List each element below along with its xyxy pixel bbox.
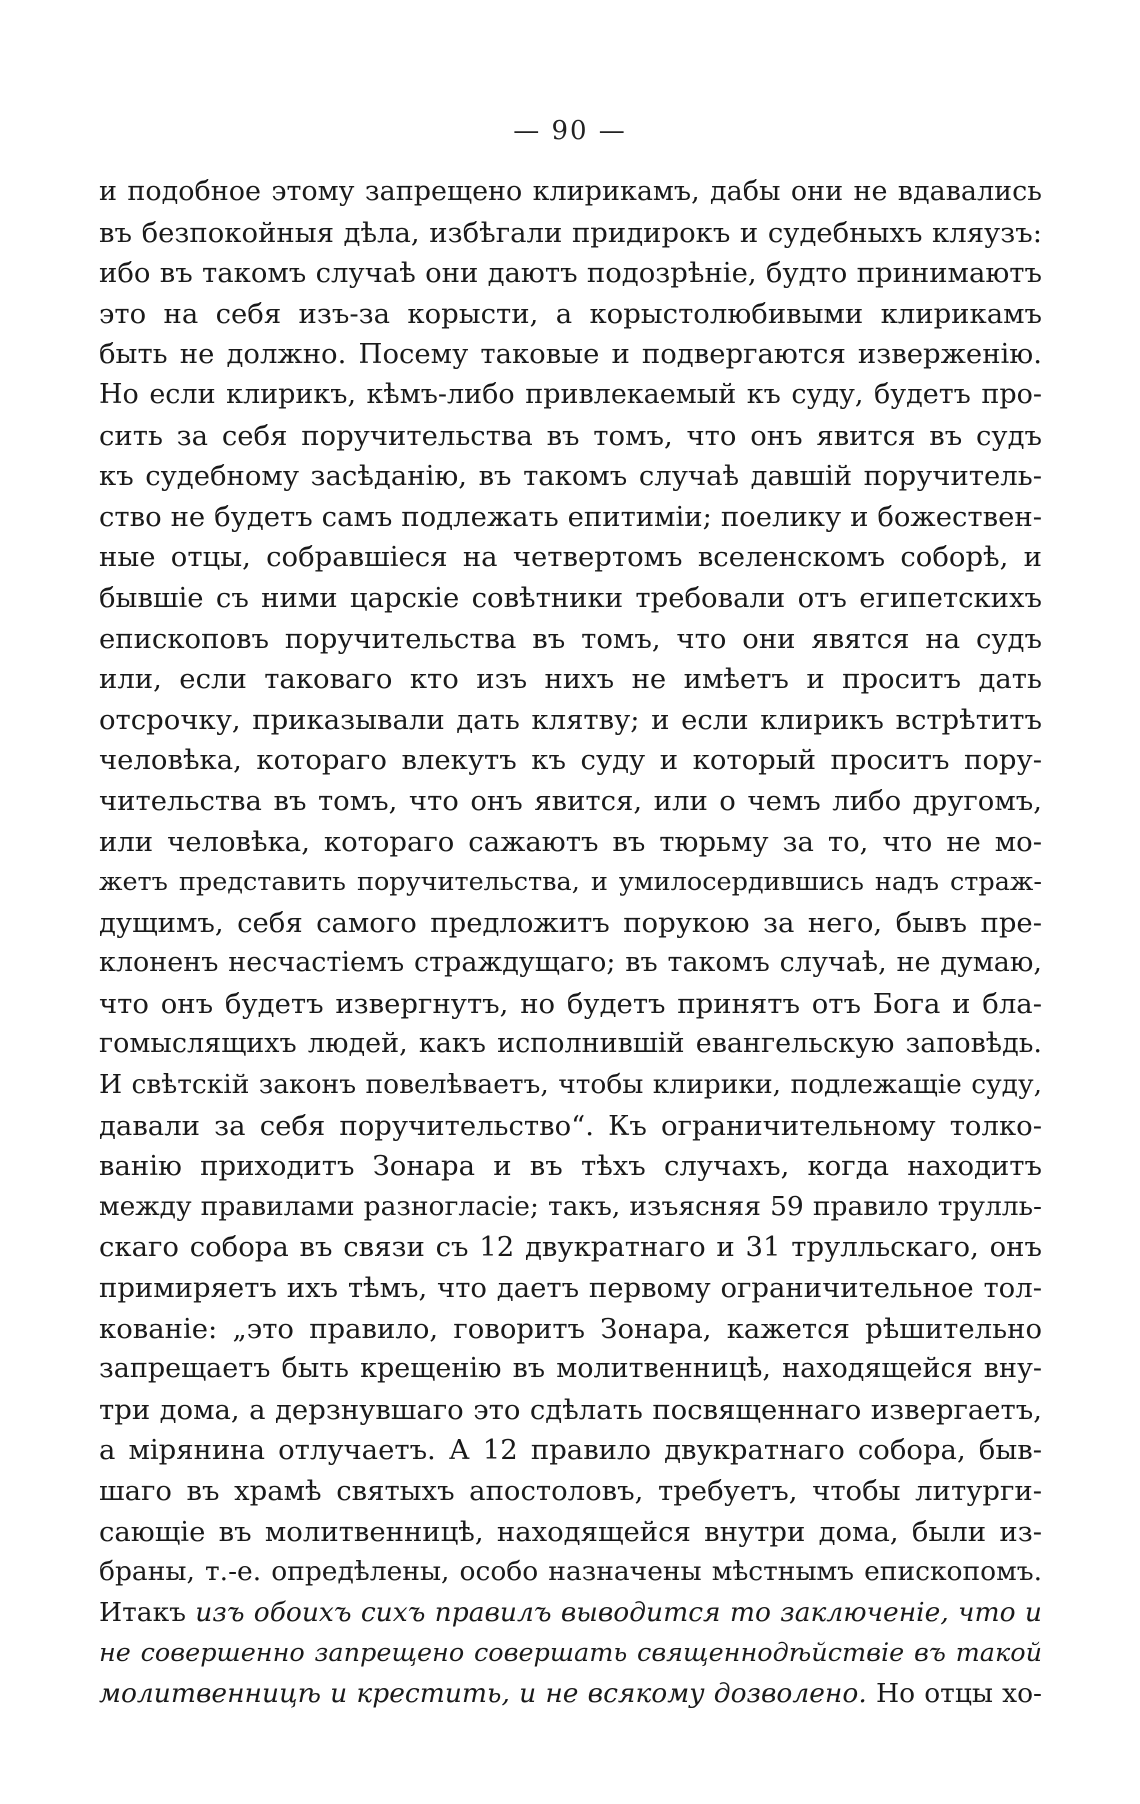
text-segment: и подобное этому запрещено клирикамъ, дабы они не вдавались xyxy=(99,176,1042,207)
text-line xyxy=(99,1024,1042,1065)
text-segment: И свѣтскій законъ повелѣваетъ, чтобы клирики, подлежащіе суду, xyxy=(99,1069,1042,1101)
text-segment: Итакъ xyxy=(99,1596,196,1628)
italic-text-segment: молитвенницѣ и крестить, и не всякому дозволено. xyxy=(99,1677,867,1709)
text-line xyxy=(99,294,1042,335)
text-segment: или, если таковаго кто изъ нихъ не имѣетъ и проситъ дать xyxy=(99,663,1042,696)
text-segment: а мірянина отлучаетъ. А 12 правило двукратнаго собора, быв- xyxy=(99,1434,1042,1467)
text-line xyxy=(99,1065,1042,1106)
text-line xyxy=(99,1430,1042,1471)
text-line xyxy=(99,1471,1042,1512)
text-segment: въ безпокойныя дѣла, избѣгали придирокъ и судебныхъ кляузъ: xyxy=(99,216,1042,249)
text-segment: или человѣка, котораго сажаютъ въ тюрьму за то, что не мо- xyxy=(99,825,1042,858)
text-line xyxy=(99,740,1042,781)
text-segment: давали за себя поручительство“. Къ ограничительному толко- xyxy=(99,1109,1042,1142)
text-segment: между правилами разногласіе; такъ, изъясняя 59 правило трулль- xyxy=(99,1190,1042,1222)
text-segment: Но отцы хо- xyxy=(866,1677,1042,1709)
text-line xyxy=(99,943,1042,984)
text-segment: сающіе въ молитвенницѣ, находящейся внутри дома, были из- xyxy=(99,1515,1042,1548)
page-number: — 90 — xyxy=(513,116,627,146)
text-line xyxy=(99,1146,1042,1187)
text-segment: это на себя изъ-за корысти, а корыстолюбивыми клирикамъ xyxy=(99,297,1042,330)
text-line xyxy=(99,537,1042,578)
text-segment: сить за себя поручительства въ томъ, что онъ явится въ судъ xyxy=(99,419,1042,452)
text-segment: дущимъ, себя самого предложитъ порукою за него, бывъ пре- xyxy=(99,906,1042,939)
text-line xyxy=(99,619,1042,660)
text-segment: клоненъ несчастіемъ страждущаго; въ такомъ случаѣ, не думаю, xyxy=(99,947,1042,979)
text-segment: ванію приходитъ Зонара и въ тѣхъ случахъ, когда находитъ xyxy=(99,1150,1042,1183)
text-line xyxy=(99,456,1042,497)
text-line xyxy=(99,213,1042,254)
text-line xyxy=(99,497,1042,538)
text-segment: человѣка, котораго влекутъ къ суду и который проситъ пору- xyxy=(99,744,1042,777)
text-line xyxy=(99,1227,1042,1268)
text-segment: три дома, а дерзнувшаго это сдѣлать посвященнаго извергаетъ, xyxy=(99,1393,1042,1426)
text-segment: Но если клирикъ, кѣмъ-либо привлекаемый къ суду, будетъ про- xyxy=(99,378,1042,410)
text-line xyxy=(99,1633,1042,1674)
text-line xyxy=(99,1309,1042,1350)
text-segment: жетъ представить поручительства, и умилосердившись надъ страж- xyxy=(99,867,1042,898)
italic-text-segment: не совершенно запрещено совершать священнодѣйствіе въ такой xyxy=(99,1638,1042,1669)
text-segment: запрещаетъ быть крещенію въ молитвенницѣ, находящейся вну- xyxy=(99,1353,1042,1385)
text-line xyxy=(99,862,1042,903)
text-segment: ные отцы, собравшіеся на четвертомъ вселенскомъ соборѣ, и xyxy=(99,541,1042,574)
text-line xyxy=(99,700,1042,741)
text-line xyxy=(99,1674,1042,1715)
text-line xyxy=(99,578,1042,619)
text-segment: быть не должно. Посему таковые и подвергаются изверженію. xyxy=(99,338,1042,371)
text-line xyxy=(99,1349,1042,1390)
text-segment: браны, т.-е. опредѣлены, особо назначены мѣстнымъ епископомъ. xyxy=(99,1556,1042,1588)
text-line xyxy=(99,1552,1042,1593)
text-segment: гомыслящихъ людей, какъ исполнившій евангельскую заповѣдь. xyxy=(99,1028,1042,1060)
text-line xyxy=(99,1106,1042,1147)
text-segment: бывшіе съ ними царскіе совѣтники требовали отъ египетскихъ xyxy=(99,581,1042,614)
text-line xyxy=(99,903,1042,944)
text-line xyxy=(99,416,1042,457)
text-line xyxy=(99,1593,1042,1634)
text-segment: чительства въ томъ, что онъ явится, или о чемъ либо другомъ, xyxy=(99,784,1042,817)
text-segment: что онъ будетъ извергнутъ, но будетъ принятъ отъ Бога и бла- xyxy=(99,987,1042,1020)
text-line xyxy=(99,172,1042,213)
text-line xyxy=(99,253,1042,294)
text-line xyxy=(99,781,1042,822)
text-segment: отсрочку, приказывали дать клятву; и если клирикъ встрѣтитъ xyxy=(99,703,1042,736)
text-line xyxy=(99,334,1042,375)
text-segment: епископовъ поручительства въ томъ, что они явятся на судъ xyxy=(99,622,1042,655)
text-line xyxy=(99,1390,1042,1431)
text-line xyxy=(99,1268,1042,1309)
text-segment: ство не будетъ самъ подлежать епитиміи; поелику и божествен- xyxy=(99,500,1042,533)
text-segment: ибо въ такомъ случаѣ они даютъ подозрѣніе, будто принимаютъ xyxy=(99,257,1042,290)
text-segment: къ судебному засѣданію, въ такомъ случаѣ давшій поручитель- xyxy=(99,460,1042,493)
italic-text-segment: изъ обоихъ сихъ правилъ выводится то заключеніе, что и xyxy=(195,1596,1042,1628)
text-line xyxy=(99,1512,1042,1553)
text-segment: скаго собора въ связи съ 12 двукратнаго и 31 трулльскаго, онъ xyxy=(99,1231,1042,1264)
text-line xyxy=(99,822,1042,863)
text-segment: примиряетъ ихъ тѣмъ, что даетъ первому ограничительное тол- xyxy=(99,1272,1042,1305)
text-line xyxy=(99,659,1042,700)
text-line xyxy=(99,984,1042,1025)
text-line xyxy=(99,375,1042,416)
body-text xyxy=(99,172,1042,1715)
text-segment: кованіе: „это правило, говоритъ Зонара, кажется рѣшительно xyxy=(99,1312,1042,1345)
text-segment: шаго въ храмѣ святыхъ апостоловъ, требуетъ, чтобы литурги- xyxy=(99,1475,1042,1507)
text-line xyxy=(99,1187,1042,1228)
